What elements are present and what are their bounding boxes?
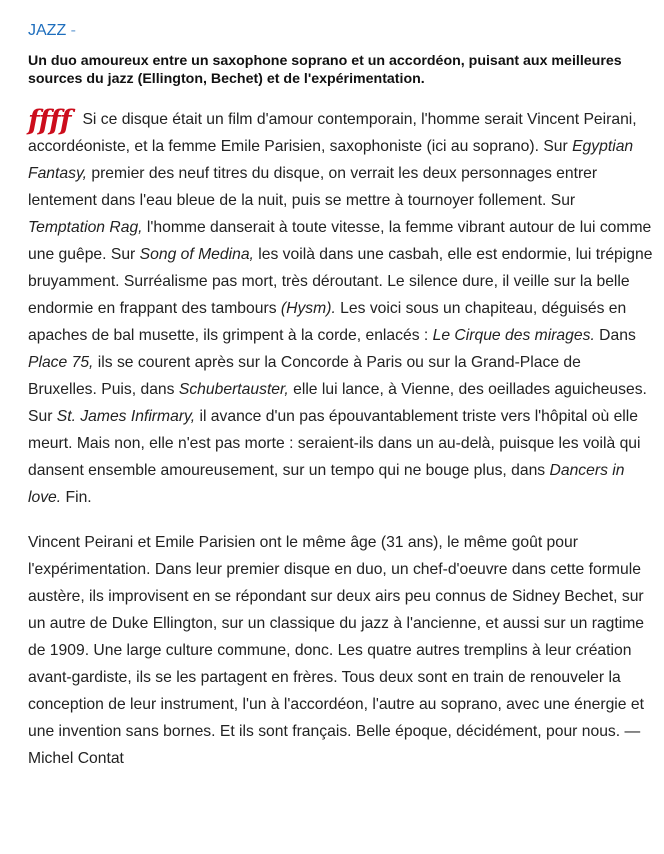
- text-run: l'homme danserait à toute vitesse, la femme vibrant autour de lui comme une guêpe. Sur: [28, 219, 652, 263]
- text-run: les voilà dans une casbah, elle est endormie, lui trépigne bruyamment. Surréalisme pas mort, très déroutant. Le silence dure, il veille sur la belle endormie en frappant des tambours: [28, 246, 653, 317]
- track-title-temptation-rag: Temptation Rag,: [28, 219, 143, 236]
- rubric[interactable]: [28, 18, 654, 44]
- text-run: Fin.: [61, 489, 92, 506]
- track-title-egyptian-fantasy: Egyptian Fantasy,: [28, 138, 634, 182]
- track-title-hysm: (Hysm).: [280, 300, 336, 317]
- article-lead: Un duo amoureux entre un saxophone soprano et un accordéon, puisant aux meilleures sources du jazz (Ellington, Bechet) et de l'expérimentation.: [28, 53, 622, 87]
- rating-badge: ffff: [28, 105, 71, 136]
- text-run: premier des neuf titres du disque, on verrait les deux personnages entrer lentement dans l'eau bleue de la nuit, puis se mettre à tournoyer follement. Sur: [28, 165, 598, 209]
- text-run: ils se courent après sur la Concorde à Paris ou sur la Grand-Place de Bruxelles. Puis, dans: [28, 354, 581, 398]
- track-title-cirque-des-mirages: Le Cirque des mirages.: [432, 327, 595, 344]
- text-run: Si ce disque était un film d'amour contemporain, l'homme serait Vincent Peirani, accordéoniste, et la femme Emile Parisien, saxophoniste (ici au soprano). Sur: [28, 111, 637, 155]
- track-title-song-of-medina: Song of Medina,: [139, 246, 254, 263]
- track-title-schubertauster: Schubertauster,: [178, 381, 289, 398]
- text-run: elle lui lance, à Vienne, des oeillades aguicheuses. Sur: [28, 381, 647, 425]
- track-title-st-james-infirmary: St. James Infirmary,: [56, 408, 196, 425]
- text-run: Les voici sous un chapiteau, déguisés en apaches de bal musette, ils grimpent à la corde, enlacés :: [28, 300, 627, 344]
- review-paragraph-2: Vincent Peirani et Emile Parisien ont le même âge (31 ans), le même goût pour l'expérimentation. Dans leur premier disque en duo, un chef-d'oeuvre dans cette formule austère, ils improvisent en se répondant sur deux airs peu connus de Sidney Bechet, sur un autre de Duke Ellington, sur un classique du jazz à l'ancienne, et aussi sur un ragtime de 1909. Une large culture commune, donc. Les quatre autres tremplins à leur création avant-gardiste, ils se les partagent en frères. Tous deux sont en train de renouveler la conception de leur instrument, l'un à l'accordéon, l'autre au soprano, avec une énergie et une invention sans bornes. Et ils sont français. Belle époque, décidément, pour nous. — Michel Contat: [28, 534, 645, 767]
- article: [28, 18, 654, 772]
- track-title-dancers-in-love: Dancers in love.: [28, 462, 625, 506]
- text-run: Dans: [594, 327, 636, 344]
- track-title-place-75: Place 75,: [28, 354, 94, 371]
- review-paragraph-1: [28, 106, 654, 511]
- text-run: il avance d'un pas épouvantablement triste vers l'hôpital où elle meurt. Mais non, elle n'est pas morte : seraient-ils dans un au-delà, puisque les voilà qui dansent ensemble amoureusement, sur un tempo qui ne bouge plus, dans: [28, 408, 641, 479]
- rubric-label[interactable]: JAZZ: [28, 22, 67, 39]
- rubric-separator: -: [70, 22, 76, 39]
